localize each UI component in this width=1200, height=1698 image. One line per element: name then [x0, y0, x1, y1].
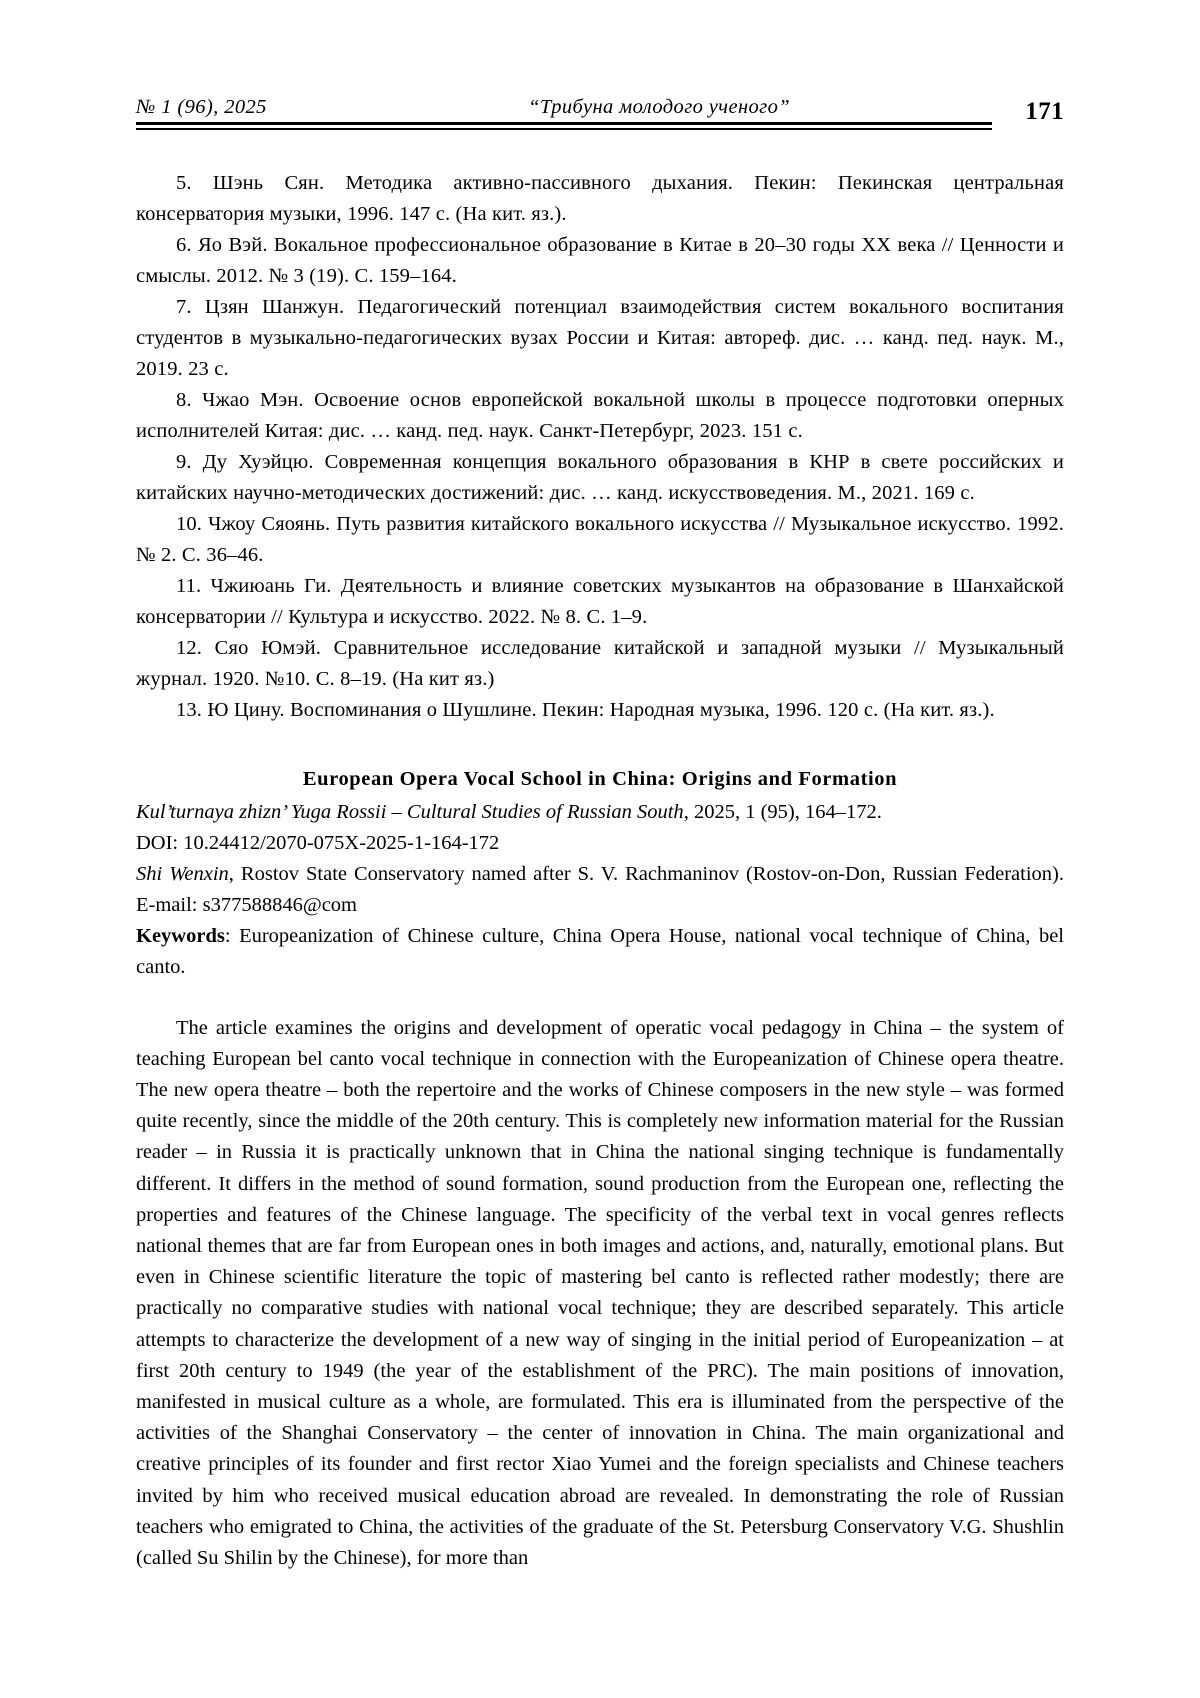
article-doi: DOI: 10.24412/2070-075X-2025-1-164-172 — [136, 831, 500, 854]
reference-item: 5. Шэнь Сян. Методика активно-пассивного дыхания. Пекин: Пекинская центральная консерватория музыки, 1996. 147 с. (На кит. яз.). — [136, 171, 1064, 225]
reference-item: 12. Сяо Юмэй. Сравнительное исследование китайской и западной музыки // Музыкальный журнал. 1920. №10. С. 8–19. (На кит яз.) — [136, 636, 1064, 690]
abstract-paragraph: The article examines the origins and development of operatic vocal pedagogy in China – the system of teaching European bel canto vocal technique in connection with the Europeanization of Chinese opera theatre. The new opera theatre – both the repertoire and the works of Chinese composers in the new style – was formed quite recently, since the middle of the 20th century. This is completely new information material for the Russian reader – in Russia it is practically unknown that in China the national singing technique is fundamentally different. It differs in the method of sound formation, sound production from the European one, reflecting the properties and features of the Chinese language. The specificity of the verbal text in vocal genres reflects national themes that are far from European ones in both images and actions, and, naturally, emotional plans. But even in Chinese scientific literature the topic of mastering bel canto is reflected rather modestly; there are practically no comparative studies with national vocal technique; they are described separately. This article attempts to characterize the development of a new way of singing in the initial period of Europeanization – at first 20th century to 1949 (the year of the establishment of the PRC). The main positions of innovation, manifested in musical culture as a whole, are formulated. This era is illuminated from the perspective of the activities of the Shanghai Conservatory – the center of innovation in China. The main organizational and creative principles of its founder and first rector Xiao Yumei and the foreign specialists and Chinese teachers invited by him who received musical education abroad are revealed. In demonstrating the role of Russian teachers who emigrated to China, the activities of the graduate of the St. Petersburg Conservatory V.G. Shushlin (called Su Shilin by the Chinese), for more than — [136, 1016, 1064, 1569]
header-rule-thin — [136, 128, 992, 130]
page-content — [136, 92, 1064, 1574]
keywords-text: : Europeanization of Chinese culture, China Opera House, national vocal technique of China, bel canto. — [136, 924, 1064, 978]
header-issue: № 1 (96), 2025 — [136, 96, 267, 118]
reference-item: 6. Яо Вэй. Вокальное профессиональное образование в Китае в 20–30 годы XX века // Ценности и смыслы. 2012. № 3 (19). С. 159–164. — [136, 233, 1064, 287]
reference-item: 7. Цзян Шанжун. Педагогический потенциал взаимодействия систем вокального воспитания студентов в музыкально-педагогических вузах России и Китая: автореф. дис. … канд. пед. наук. М., 2019. 23 с. — [136, 295, 1064, 380]
keywords-label: Keywords — [136, 924, 225, 947]
reference-item: 11. Чжиюань Ги. Деятельность и влияние советских музыкантов на образование в Шанхайской консерватории // Культура и искусство. 2022. № 8. С. 1–9. — [136, 574, 1064, 628]
reference-list — [136, 168, 1064, 726]
abstract-block — [136, 1013, 1064, 1575]
journal-citation-rest: , 2025, 1 (95), 164–172. — [683, 800, 882, 823]
article-citation — [136, 797, 1064, 983]
reference-item: 9. Ду Хуэйцю. Современная концепция вокального образования в КНР в свете российских и китайских научно-методических достижений: дис. … канд. искусствоведения. М., 2021. 169 с. — [136, 450, 1064, 504]
article-affiliation: , Rostov State Conservatory named after S. V. Rachmaninov (Rostov-on-Don, Russian Federation). E-mail: s377588846@com — [136, 862, 1064, 916]
reference-item: 8. Чжао Мэн. Освоение основ европейской вокальной школы в процессе подготовки оперных исполнителей Китая: дис. … канд. пед. наук. Санкт-Петербург, 2023. 151 с. — [136, 388, 1064, 442]
page-number: 171 — [1025, 98, 1064, 125]
reference-item: 13. Ю Цину. Воспоминания о Шушлине. Пекин: Народная музыка, 1996. 120 с. (На кит. яз.). — [176, 698, 995, 721]
header-rule-thick — [136, 122, 992, 125]
reference-item: 10. Чжоу Сяоянь. Путь развития китайского вокального искусства // Музыкальное искусство. 1992. № 2. С. 36–46. — [136, 512, 1064, 566]
header-divider — [136, 122, 992, 130]
page-header — [136, 92, 1064, 125]
article-header-block — [136, 764, 1064, 983]
article-title: European Opera Vocal School in China: Origins and Formation — [302, 767, 898, 790]
header-section-title: “Трибуна молодого ученого” — [528, 96, 791, 118]
article-author: Shi Wenxin — [136, 862, 229, 885]
journal-name: Kul’turnaya zhizn’ Yuga Rossii – Cultural Studies of Russian South — [136, 800, 684, 823]
